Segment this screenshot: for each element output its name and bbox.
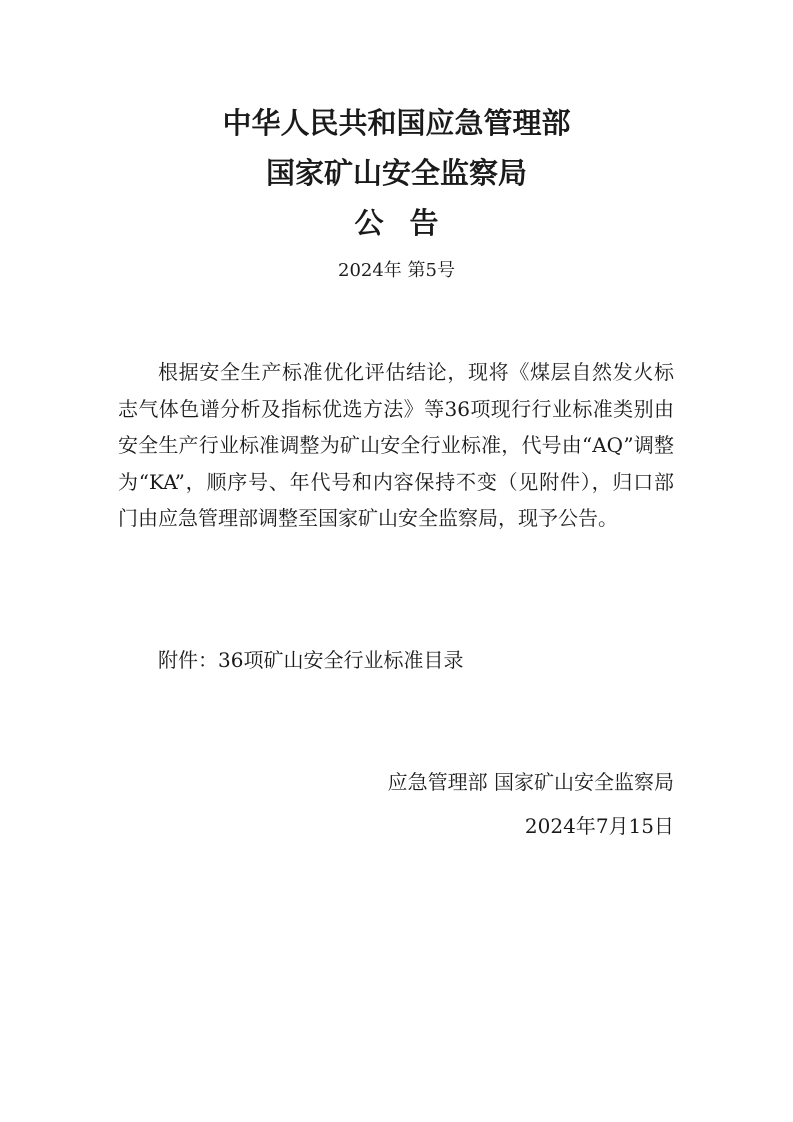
signature-issuer: 应急管理部 国家矿山安全监察局	[387, 770, 674, 794]
issuing-authority-title: 中华人民共和国应急管理部	[222, 106, 571, 140]
announcement-body: 根据安全生产标准优化评估结论，现将《煤层自然发火标志气体色谱分析及指标优选方法》等36项现行行业标准类别由安全生产行业标准调整为矿山安全行业标准，代号由“AQ”调整为“KA”，顺序号、年代号和内容保持不变（见附件），归口部门由应急管理部调整至国家矿山安全监察局，现予公告。	[118, 360, 674, 530]
attachment-note: 附件：36项矿山安全行业标准目录	[158, 648, 464, 672]
co-issuing-authority-title: 国家矿山安全监察局	[265, 156, 527, 190]
document-number: 2024年 第5号	[338, 260, 455, 281]
signature-date: 2024年7月15日	[524, 814, 674, 838]
document-type-title: 公告	[354, 206, 465, 240]
